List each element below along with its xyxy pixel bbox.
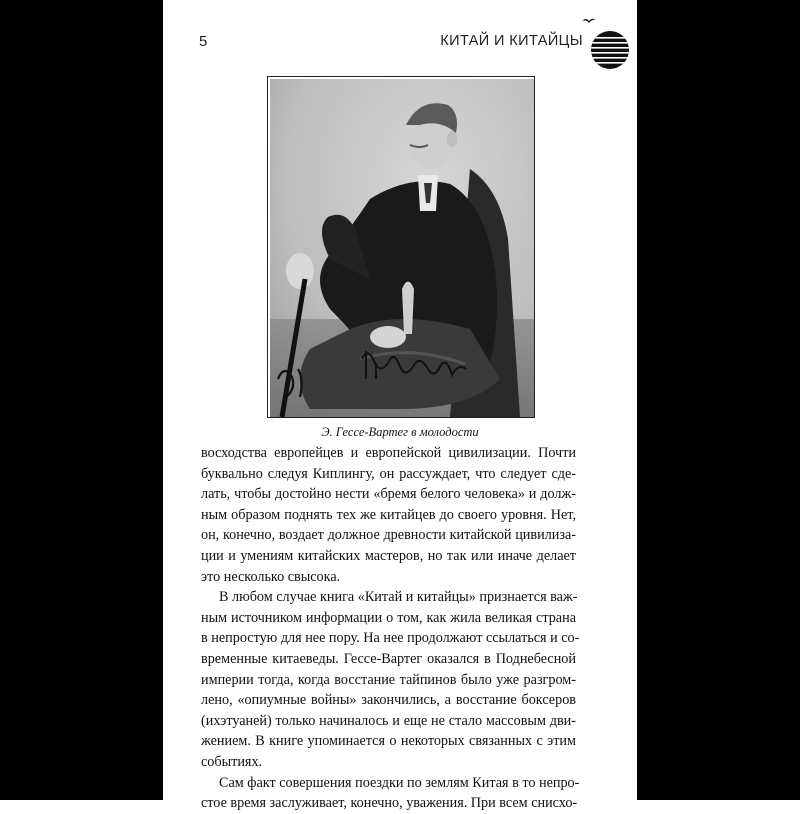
- portrait-photo: [267, 76, 535, 418]
- body-text-line: восходства европейцев и европейской цивилизации. Почти: [201, 445, 576, 461]
- body-text-line: ным образом поднять тех же китайцев до своего уровня. Нет,: [201, 506, 576, 523]
- body-text-line: в непростую для нее пору. На нее продолжают ссылаться и со-: [201, 630, 580, 647]
- body-text-line: временные китаеведы. Гессе-Вартег оказался в Поднебесной: [201, 650, 576, 667]
- body-text-line: стое время заслуживает, конечно, уважения. При всем снисхо-: [201, 795, 578, 812]
- figure-caption: Э. Гессе-Вартег в молодости: [321, 425, 479, 439]
- body-text-line: это несколько свысока.: [201, 568, 341, 585]
- left-black-margin: [0, 0, 163, 800]
- right-black-margin: [637, 0, 800, 800]
- body-text-line: жением. В книге упоминается о некоторых связанных с этим: [201, 733, 576, 750]
- body-text-line: буквально следуя Киплингу, он рассуждает, что следует сде-: [201, 465, 576, 482]
- portrait-image: [270, 79, 534, 417]
- body-text-line: Сам факт совершения поездки по землям Китая в то непро-: [219, 774, 580, 791]
- body-text-line: империи тогда, когда восстание тайпинов было уже разгром-: [201, 671, 576, 688]
- body-text-line: (ихэтуаней) только начиналось и еще не стало массовым дви-: [201, 712, 576, 729]
- body-text-line: лено, «опиумные войны» закончились, а восстание боксеров: [201, 692, 576, 709]
- body-text: [201, 443, 580, 814]
- body-text-line: он, конечно, воздает должное древности китайской цивилиза-: [201, 527, 576, 544]
- moon-with-bird-icon: [578, 12, 638, 72]
- body-text-line: событиях.: [201, 753, 263, 770]
- body-text-line: ции и умениям китайских мастеров, но так или иначе делает: [201, 547, 576, 564]
- book-page: [163, 0, 637, 812]
- body-text-line: В любом случае книга «Китай и китайцы» признается важ-: [219, 589, 578, 606]
- running-title: КИТАЙ И КИТАЙЦЫ: [440, 33, 583, 49]
- page-number: 5: [199, 33, 208, 50]
- body-text-line: ным источником информации о том, как жила великая страна: [201, 609, 576, 626]
- body-text-line: лать, чтобы достойно нести «бремя белого человека» и долж-: [201, 486, 576, 503]
